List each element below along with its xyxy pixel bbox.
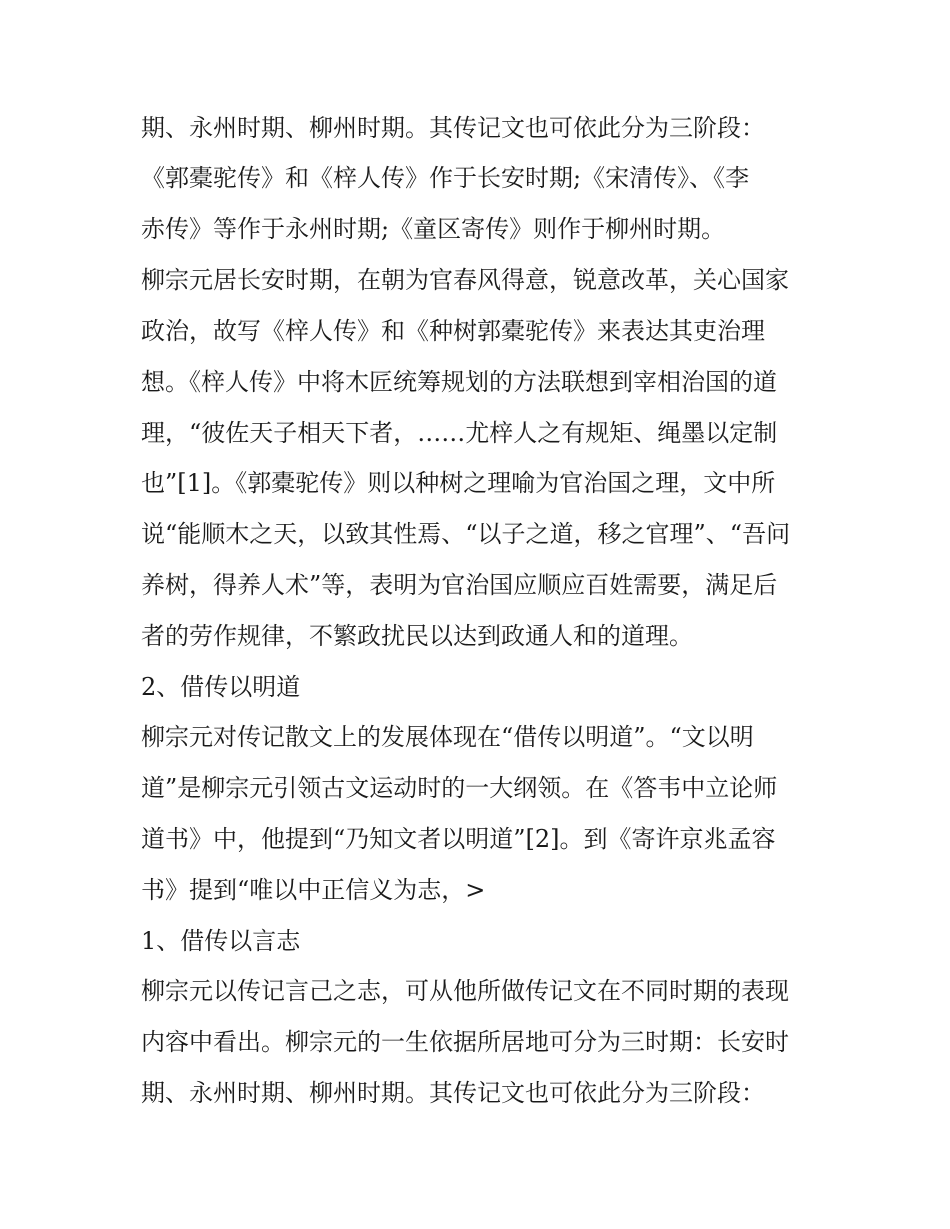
text-line: 说“能顺木之天，以致其性焉、“以子之道，移之官理”、“吾问 bbox=[141, 520, 791, 548]
text-line: 道书》中，他提到“乃知文者以明道”[2]。到《寄许京兆孟容 bbox=[141, 825, 776, 853]
text-line: 政治，故写《梓人传》和《种树郭橐驼传》来表达其吏治理 bbox=[141, 317, 765, 345]
text-line: 理，“彼佐天子相天下者，……尤梓人之有规矩、绳墨以定制 bbox=[141, 419, 778, 447]
text-line: 道”是柳宗元引领古文运动时的一大纲领。在《答韦中立论师 bbox=[141, 774, 778, 802]
text-line: 柳宗元以传记言己之志，可从他所做传记文在不同时期的表现 bbox=[141, 977, 789, 1005]
text-line: 赤传》等作于永州时期;《童区寄传》则作于柳州时期。 bbox=[141, 215, 726, 243]
text-line: 也”[1]。《郭橐驼传》则以种树之理喻为官治国之理，文中所 bbox=[141, 469, 776, 497]
section-heading: 2、借传以明道 bbox=[141, 673, 301, 701]
text-line: 内容中看出。柳宗元的一生依据所居地可分为三时期：长安时 bbox=[141, 1028, 789, 1056]
text-line: 柳宗元居长安时期，在朝为官春风得意，锐意改革，关心国家 bbox=[141, 266, 789, 294]
text-line: 想。《梓人传》中将木匠统筹规划的方法联想到宰相治国的道 bbox=[141, 368, 777, 396]
text-line: 养树，得养人术”等，表明为官治国应顺应百姓需要，满足后 bbox=[141, 571, 778, 599]
text-line: 期、永州时期、柳州时期。其传记文也可依此分为三阶段： bbox=[141, 1079, 765, 1107]
text-line: 者的劳作规律，不繁政扰民以达到政通人和的道理。 bbox=[141, 622, 693, 650]
text-line: 《郭橐驼传》和《梓人传》作于长安时期;《宋清传》、《李 bbox=[141, 164, 750, 192]
text-line: 书》提到“唯以中正信义为志，> bbox=[141, 876, 486, 904]
text-line: 柳宗元对传记散文上的发展体现在“借传以明道”。“文以明 bbox=[141, 723, 754, 751]
text-line: 期、永州时期、柳州时期。其传记文也可依此分为三阶段： bbox=[141, 114, 765, 142]
section-heading: 1、借传以言志 bbox=[141, 927, 301, 955]
